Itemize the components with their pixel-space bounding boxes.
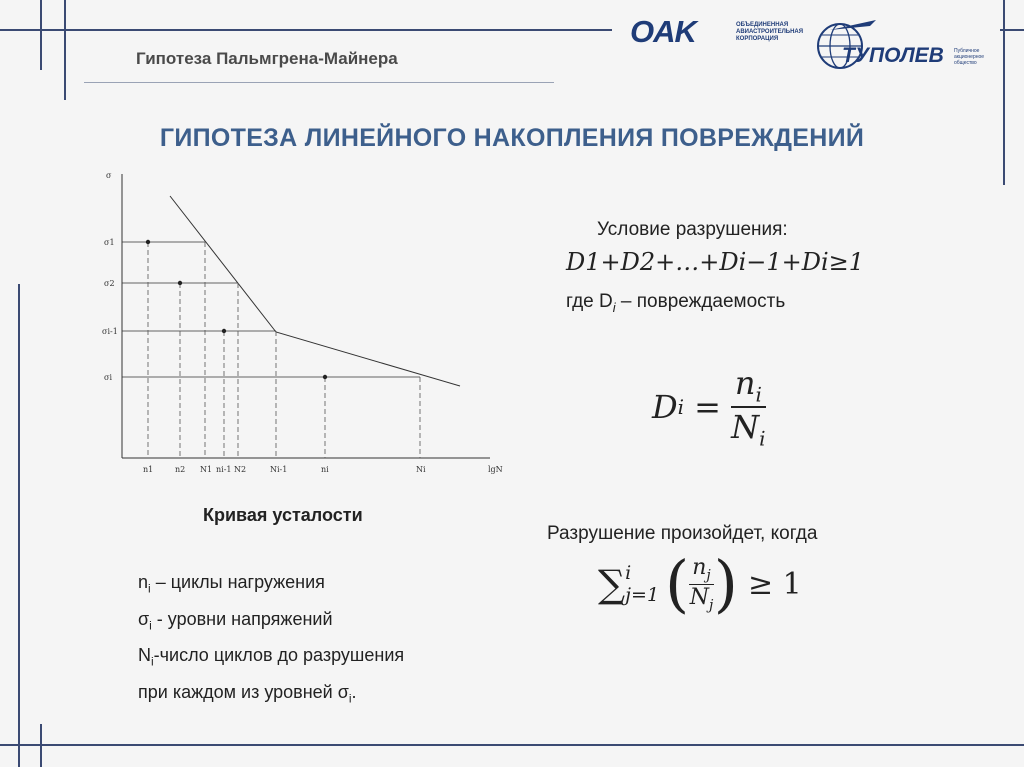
x-tick-N2: N2 [234, 465, 247, 474]
condition-title: Условие разрушения: [597, 219, 788, 240]
tupolev-logo-subtitle: Публичное акционерное общество [954, 48, 985, 66]
x-tick-n2: n2 [175, 465, 186, 474]
point-1 [146, 240, 150, 244]
failure-formula: ∑ i j=1 ( $n_j$ $N_j$ ) ≥ 1 [598, 547, 802, 620]
x-tick-ni-1: ni-1 [216, 465, 232, 474]
condition-description: где $D_i$ – повреждаемость [566, 291, 786, 315]
frame-left-top-vertical [40, 0, 42, 70]
header-title: Гипотеза Пальмгрена-Майнера [136, 49, 398, 68]
frame-right-vertical [1003, 0, 1005, 185]
point-3 [222, 329, 226, 333]
point-4 [323, 375, 327, 379]
legend-item: $N_i$-число циклов до разрушения [138, 645, 405, 669]
x-tick-N1: N1 [200, 465, 213, 474]
y-axis-label: σ [106, 171, 112, 180]
frame-top-vertical-2 [64, 0, 66, 100]
legend-item: $n_i$ – циклы нагружения [138, 572, 325, 596]
failure-title: Разрушение произойдет, когда [547, 523, 818, 544]
frame-bottom-vertical [40, 724, 42, 767]
x-tick-Ni-1: Ni-1 [270, 465, 288, 474]
frame-bottom-line [0, 744, 1024, 746]
header-underline [84, 82, 554, 83]
x-tick-ni: ni [321, 465, 329, 474]
legend [138, 567, 404, 713]
y-tick-4: σi [104, 373, 113, 382]
condition-formula: D1+D2+…+Di−1+Di≥1 [566, 248, 865, 276]
point-2 [178, 281, 182, 285]
legend-item: при каждом из уровней $\sigma_i$. [138, 681, 357, 706]
damage-formula: D i = $\frac{n_i}{N_i}$ [652, 364, 766, 451]
x-axis-label: lgN [488, 465, 503, 474]
frame-top-line [0, 29, 612, 31]
fatigue-curve-diagram [98, 160, 518, 485]
x-tick-n1: n1 [143, 465, 154, 474]
y-tick-2: σ2 [104, 279, 115, 288]
oak-logo: OAK [630, 14, 696, 49]
y-tick-1: σ1 [104, 238, 115, 247]
curve-caption: Кривая усталости [203, 505, 363, 525]
y-tick-3: σi-1 [102, 327, 118, 336]
oak-logo-subtitle: ОБЪЕДИНЕННАЯ АВИАСТРОИТЕЛЬНАЯ КОРПОРАЦИЯ [736, 22, 804, 42]
main-title: ГИПОТЕЗА ЛИНЕЙНОГО НАКОПЛЕНИЯ ПОВРЕЖДЕНИЙ [159, 124, 865, 152]
tupolev-logo: ТУПОЛЕВ [842, 44, 944, 67]
fatigue-curve [170, 196, 460, 386]
legend-item: $\sigma_i$ - уровни напряжений [138, 608, 333, 633]
frame-left-vertical [18, 284, 20, 767]
x-tick-Ni: Ni [416, 465, 426, 474]
